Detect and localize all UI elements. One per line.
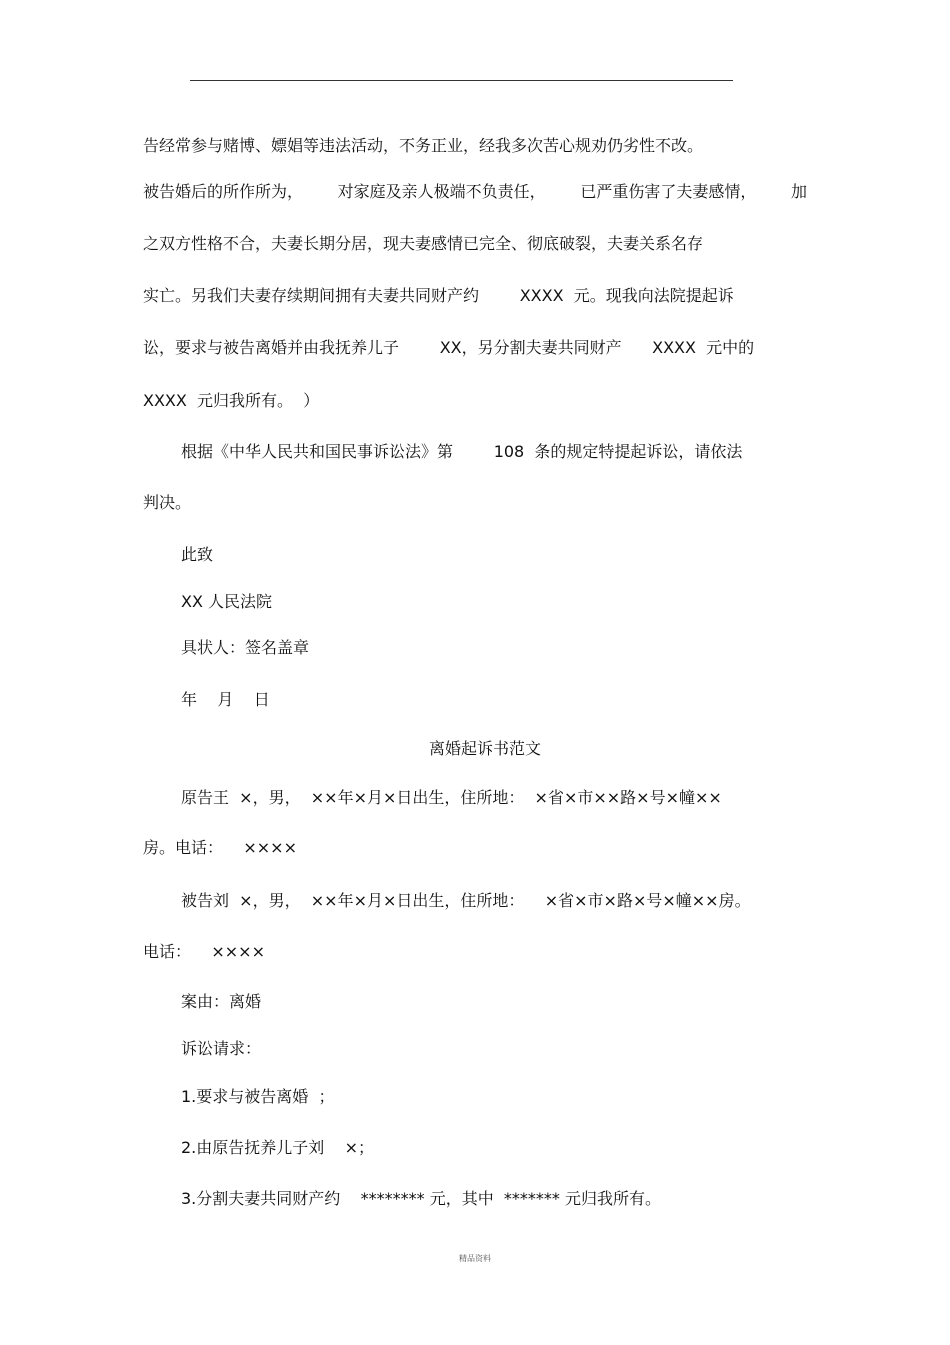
case-cause: 案由：离婚 — [181, 992, 262, 1011]
signature-line: 具状人：签名盖章 — [181, 638, 310, 657]
date-line: 年 月 日 — [181, 690, 270, 709]
body-line-4: 实亡。另我们夫妻存续期间拥有夫妻共同财产约 XXXX 元。现我向法院提起诉 — [143, 286, 734, 305]
body-line-2-part-2: 对家庭及亲人极端不负责任， — [337, 182, 546, 201]
body-line-6: XXXX 元归我所有。 ） — [143, 391, 320, 410]
claim-item-1: 1.要求与被告离婚 ； — [181, 1087, 335, 1106]
legal-basis-line-2: 判决。 — [143, 493, 192, 512]
claim-item-3: 3.分割夫妻共同财产约 ******** 元，其中 ******* 元归我所有。 — [181, 1189, 661, 1208]
footer-watermark: 精品资料 — [459, 1254, 491, 1263]
body-line-2-part-1: 被告婚后的所作所为， — [143, 182, 304, 201]
court-name: XX 人民法院 — [181, 592, 273, 611]
legal-basis-line-1: 根据《中华人民共和国民事诉讼法》第 108 条的规定特提起诉讼，请依法 — [181, 442, 743, 461]
claim-item-2: 2.由原告抚养儿子刘 ×； — [181, 1138, 375, 1157]
body-line-2 — [143, 182, 807, 202]
defendant-line-1: 被告刘 ×，男， ××年×月×日出生，住所地： ×省×市×路×号×幢××房。 — [181, 891, 751, 910]
body-line-5: 讼，要求与被告离婚并由我抚养儿子 XX，另分割夫妻共同财产 XXXX 元中的 — [143, 338, 755, 357]
body-line-2-part-4: 加 — [790, 182, 807, 201]
section-title: 离婚起诉书范文 — [428, 739, 541, 758]
body-line-2-part-3: 已严重伤害了夫妻感情， — [580, 182, 757, 201]
body-line-3: 之双方性格不合，夫妻长期分居，现夫妻感情已完全、彻底破裂，夫妻关系名存 — [143, 234, 704, 253]
plaintiff-line-2: 房。电话： ×××× — [143, 838, 297, 857]
salutation: 此致 — [181, 545, 214, 564]
defendant-line-2: 电话： ×××× — [143, 942, 265, 961]
plaintiff-line-1: 原告王 ×，男， ××年×月×日出生，住所地： ×省×市××路×号×幢×× — [181, 788, 722, 807]
header-rule — [190, 80, 733, 81]
claims-heading: 诉讼请求： — [181, 1039, 262, 1058]
body-line-1: 告经常参与赌博、嫖娼等违法活动，不务正业，经我多次苦心规劝仍劣性不改。 — [143, 136, 704, 155]
